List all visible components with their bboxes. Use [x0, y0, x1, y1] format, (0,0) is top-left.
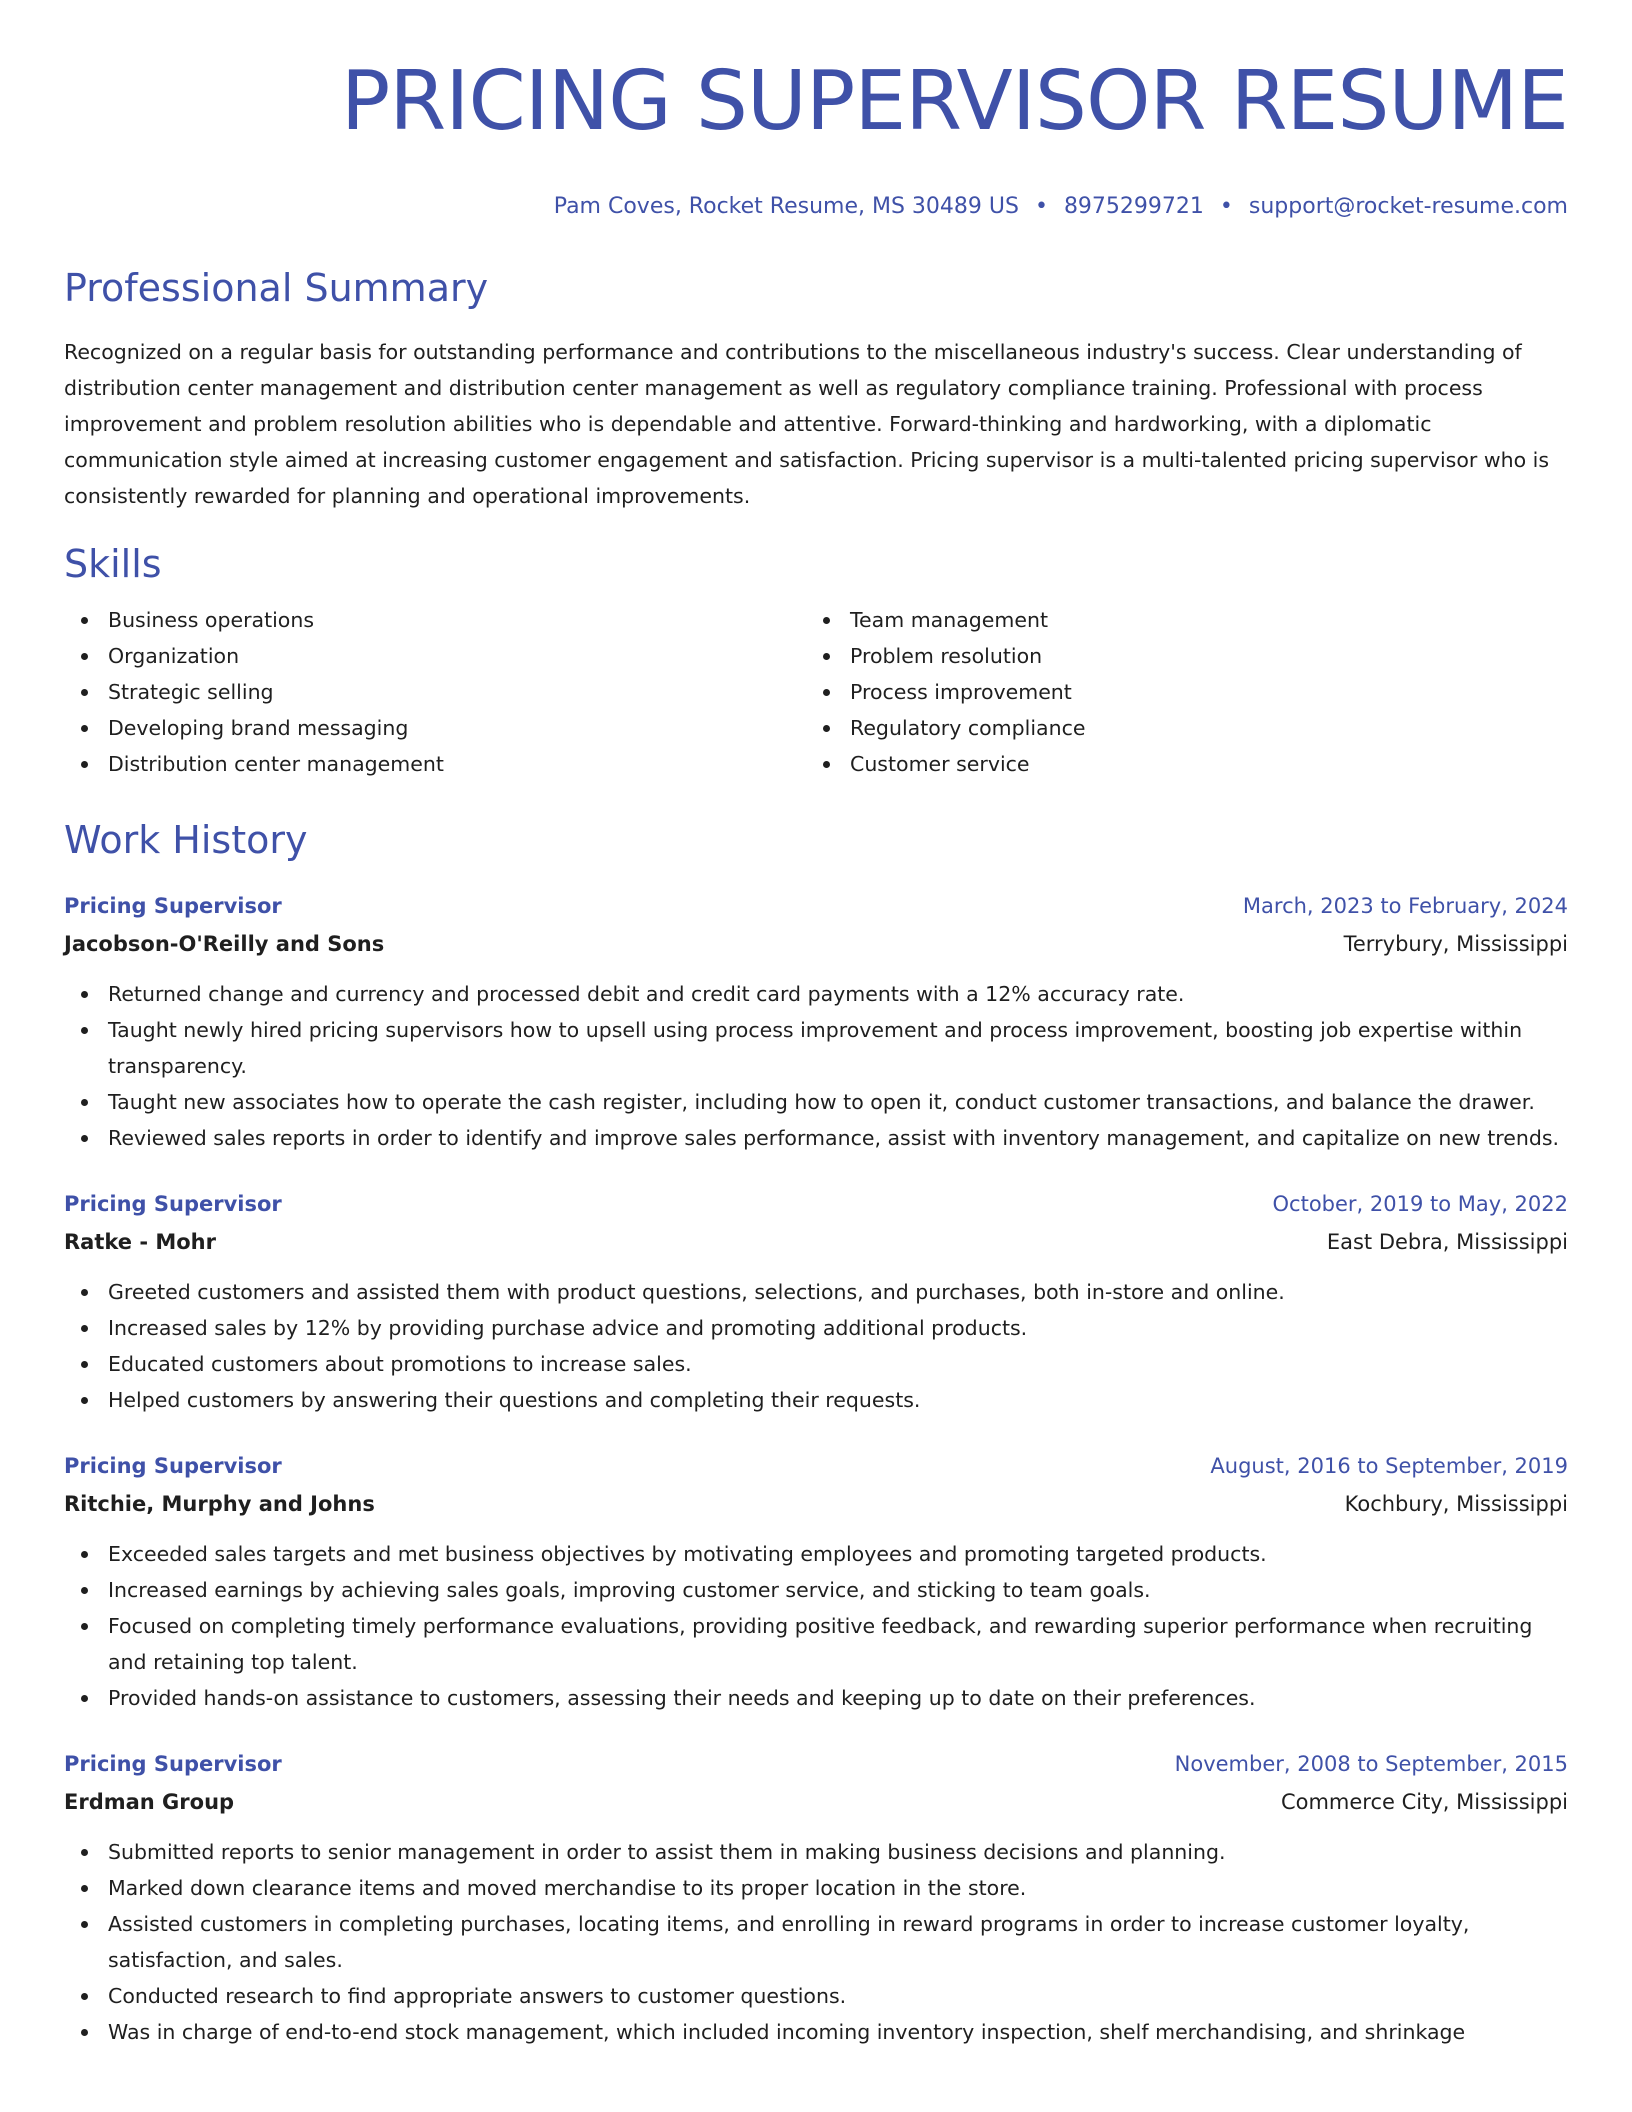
skills-list-right	[806, 602, 1548, 782]
job-company: Ratke - Mohr	[64, 1230, 216, 1254]
job-company: Jacobson-O'Reilly and Sons	[64, 932, 385, 956]
skills-grid	[64, 602, 1568, 782]
job-location: Terrybury, Mississippi	[1343, 932, 1568, 956]
job-company: Ritchie, Murphy and Johns	[64, 1492, 375, 1516]
resume-page	[64, 0, 1568, 2050]
job-bullets	[64, 976, 1568, 1156]
job-header-row	[64, 1448, 1568, 1484]
job-location: East Debra, Mississippi	[1326, 1230, 1568, 1254]
job-header-row	[64, 1746, 1568, 1782]
skill-item: Distribution center management	[108, 746, 806, 782]
skill-item: Customer service	[850, 746, 1548, 782]
resume-title: PRICING SUPERVISOR RESUME	[340, 54, 1568, 149]
job-company-row	[64, 1484, 1568, 1524]
job-bullet: Increased earnings by achieving sales goals, improving customer service, and sticking to team goals.	[108, 1572, 1568, 1608]
contact-address: Pam Coves, Rocket Resume, MS 30489 US	[553, 194, 1019, 219]
job-company-row	[64, 924, 1568, 964]
job-role: Pricing Supervisor	[64, 1454, 282, 1478]
skill-item: Team management	[850, 602, 1548, 638]
skills-heading: Skills	[64, 542, 162, 586]
job-bullet: Assisted customers in completing purchases, locating items, and enrolling in reward programs in order to increase customer loyalty, satisfaction, and sales.	[108, 1906, 1568, 1978]
skill-item: Strategic selling	[108, 674, 806, 710]
job-bullet: Focused on completing timely performance evaluations, providing positive feedback, and rewarding superior performance when recruiting and retaining top talent.	[108, 1608, 1568, 1680]
job-header-row	[64, 888, 1568, 924]
job-bullet: Helped customers by answering their questions and completing their requests.	[108, 1382, 1568, 1418]
summary-heading: Professional Summary	[64, 266, 489, 310]
job-dates: August, 2016 to September, 2019	[1210, 1454, 1568, 1478]
skill-item: Business operations	[108, 602, 806, 638]
job-bullet: Increased sales by 12% by providing purchase advice and promoting additional products.	[108, 1310, 1568, 1346]
job-dates: October, 2019 to May, 2022	[1272, 1192, 1568, 1216]
contact-email[interactable]: support@rocket-resume.com	[1248, 194, 1568, 219]
job-bullet: Returned change and currency and processed debit and credit card payments with a 12% accuracy rate.	[108, 976, 1568, 1012]
job-bullets	[64, 1274, 1568, 1418]
job-bullet: Exceeded sales targets and met business objectives by motivating employees and promoting targeted products.	[108, 1536, 1568, 1572]
job-dates: March, 2023 to February, 2024	[1242, 894, 1568, 918]
job-bullet: Conducted research to find appropriate answers to customer questions.	[108, 1978, 1568, 2014]
skill-item: Organization	[108, 638, 806, 674]
job-location: Commerce City, Mississippi	[1280, 1790, 1568, 1814]
job-header-row	[64, 1186, 1568, 1222]
job-bullet: Submitted reports to senior management in order to assist them in making business decisions and planning.	[108, 1834, 1568, 1870]
job-entry	[64, 1186, 1568, 1418]
job-role: Pricing Supervisor	[64, 894, 282, 918]
job-bullets	[64, 1834, 1568, 2050]
job-bullet: Marked down clearance items and moved merchandise to its proper location in the store.	[108, 1870, 1568, 1906]
job-bullet: Taught newly hired pricing supervisors how to upsell using process improvement and process improvement, boosting job expertise within transparency.	[108, 1012, 1568, 1084]
job-bullet: Reviewed sales reports in order to identify and improve sales performance, assist with inventory management, and capitalize on new trends.	[108, 1120, 1568, 1156]
skill-item: Developing brand messaging	[108, 710, 806, 746]
job-location: Kochbury, Mississippi	[1344, 1492, 1568, 1516]
job-entry	[64, 1448, 1568, 1716]
job-company: Erdman Group	[64, 1790, 235, 1814]
skill-item: Problem resolution	[850, 638, 1548, 674]
job-bullet: Taught new associates how to operate the cash register, including how to open it, conduct customer transactions, and balance the drawer.	[108, 1084, 1568, 1120]
skill-item: Process improvement	[850, 674, 1548, 710]
skill-item: Regulatory compliance	[850, 710, 1548, 746]
job-bullets	[64, 1536, 1568, 1716]
work-history-heading: Work History	[64, 818, 308, 862]
job-bullet: Was in charge of end-to-end stock management, which included incoming inventory inspection, shelf merchandising, and shrinkage	[108, 2014, 1568, 2050]
job-role: Pricing Supervisor	[64, 1192, 282, 1216]
job-bullet: Provided hands-on assistance to customers, assessing their needs and keeping up to date on their preferences.	[108, 1680, 1568, 1716]
contact-line	[64, 192, 1568, 222]
job-company-row	[64, 1222, 1568, 1262]
job-entry	[64, 888, 1568, 1156]
job-entry	[64, 1746, 1568, 2050]
summary-text: Recognized on a regular basis for outstanding performance and contributions to the miscellaneous industry's success. Clear understanding of distribution center management and distribution center management as well as regulatory compliance training. Professional with process improvement and problem resolution abilities who is dependable and attentive. Forward-thinking and hardworking, with a diplomatic communication style aimed at increasing customer engagement and satisfaction. Pricing supervisor is a multi-talented pricing supervisor who is consistently rewarded for planning and operational improvements.	[64, 340, 1550, 508]
resume-header	[64, 0, 1568, 222]
job-bullet: Educated customers about promotions to increase sales.	[108, 1346, 1568, 1382]
job-bullet: Greeted customers and assisted them with product questions, selections, and purchases, both in-store and online.	[108, 1274, 1568, 1310]
skills-list-left	[64, 602, 806, 782]
contact-phone: 8975299721	[1063, 194, 1204, 219]
job-role: Pricing Supervisor	[64, 1752, 282, 1776]
contact-separator: •	[1219, 194, 1233, 219]
contact-separator: •	[1034, 194, 1048, 219]
job-dates: November, 2008 to September, 2015	[1174, 1752, 1568, 1776]
job-company-row	[64, 1782, 1568, 1822]
